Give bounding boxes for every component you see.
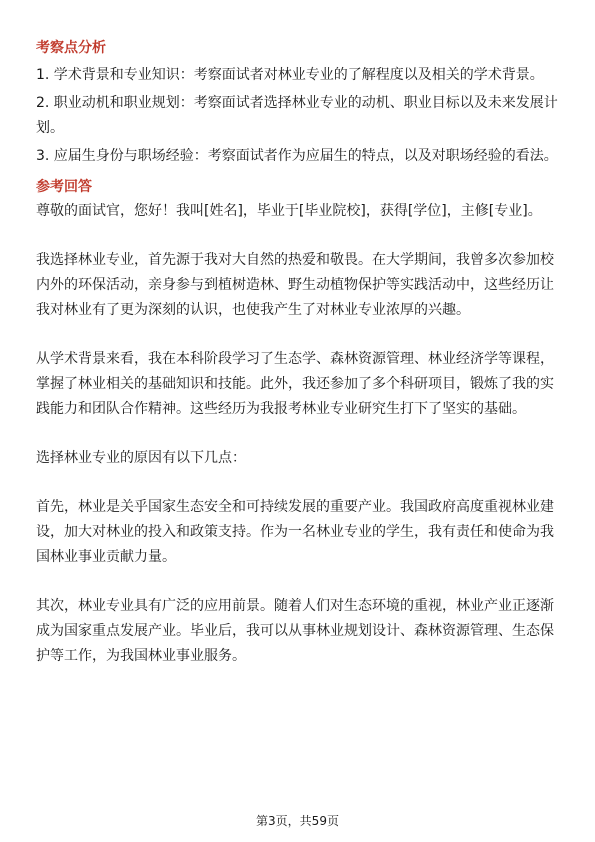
answer-paragraph-5: 首先，林业是关乎国家生态安全和可持续发展的重要产业。我国政府高度重视林业建设，加大对林业的投入和政策支持。作为一名林业专业的学生，我有责任和使命为我国林业事业贡献力量。 — [36, 499, 554, 565]
analysis-item-2: 2. 职业动机和职业规划：考察面试者选择林业专业的动机、职业目标以及未来发展计划。 — [36, 95, 558, 136]
answer-paragraph-6: 其次，林业专业具有广泛的应用前景。随着人们对生态环境的重视，林业产业正逐渐成为国家重点发展产业。毕业后，我可以从事林业规划设计、森林资源管理、生态保护等工作，为我国林业事业服务。 — [36, 598, 554, 664]
answer-paragraph-4: 选择林业专业的原因有以下几点： — [36, 450, 246, 466]
analysis-item-3: 3. 应届生身份与职场经验：考察面试者作为应届生的特点，以及对职场经验的看法。 — [36, 148, 558, 164]
page-number: 第3页，共59页 — [256, 814, 339, 828]
answer-paragraph-1: 尊敬的面试官，您好！我叫[姓名]，毕业于[毕业院校]，获得[学位]，主修[专业]。 — [36, 203, 542, 219]
analysis-item-1: 1. 学术背景和专业知识：考察面试者对林业专业的了解程度以及相关的学术背景。 — [36, 67, 544, 83]
answer-paragraph-2: 我选择林业专业，首先源于我对大自然的热爱和敬畏。在大学期间，我曾多次参加校内外的环保活动，亲身参与到植树造林、野生动植物保护等实践活动中，这些经历让我对林业有了更为深刻的认识，也使我产生了对林业专业浓厚的兴趣。 — [36, 252, 554, 318]
answer-paragraph-3: 从学术背景来看，我在本科阶段学习了生态学、森林资源管理、林业经济学等课程，掌握了林业相关的基础知识和技能。此外，我还参加了多个科研项目，锻炼了我的实践能力和团队合作精神。这些经历为我报考林业专业研究生打下了坚实的基础。 — [36, 351, 554, 417]
analysis-heading: 考察点分析 — [36, 40, 106, 56]
document-page — [36, 36, 564, 669]
answer-heading: 参考回答 — [36, 179, 92, 195]
